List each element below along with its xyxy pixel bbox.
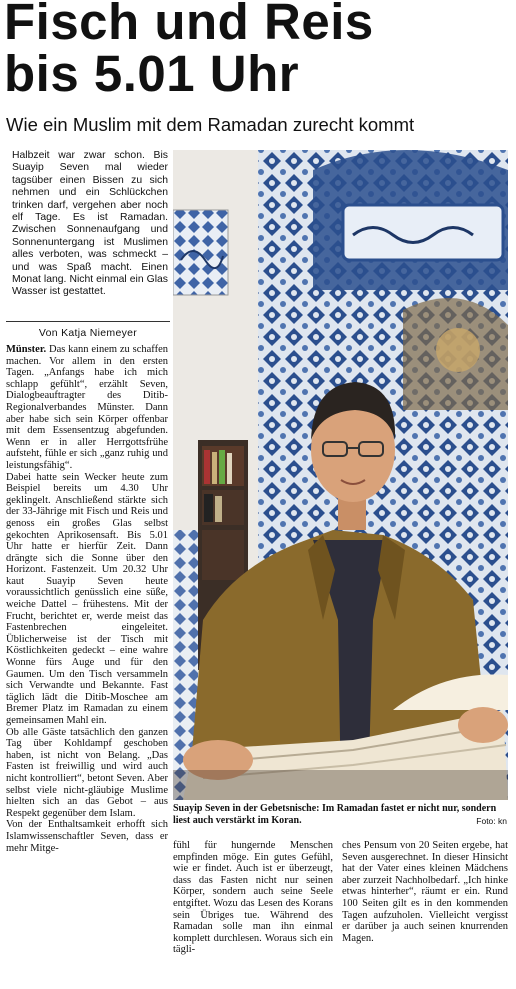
- article-column-2: fühl für hungernde Menschen empfinden möge. Ein gutes Gefühl, wie er findet. Auch ist er überzeugt, dass das Fasten nicht nur seinen Körper, sondern auch seine Seele entgiftet. Wozu das Lesen des Korans sein Übriges tue. Während des Ramadan solle man ihn einmal komplett durchlesen. Woraus sich ein tägli-: [173, 840, 333, 956]
- teaser-paragraph: Halbzeit war zwar schon. Bis Suayip Seven mal wieder tagsüber einen Bissen zu sich nehmen und ein Schlückchen trinken darf, vergehen aber noch elf Tage. Es ist Ramadan. Zwischen Sonnenaufgang und Sonnenuntergang ist Muslimen alles verboten, was schmeckt – und was Spaß macht. Einen Monat lang. Nicht einmal ein Glas Wasser ist gestattet.: [12, 150, 168, 298]
- article-paragraph-1: [6, 344, 168, 472]
- article-paragraph-3: Ob alle Gäste tatsächlich den ganzen Tag über Kohldampf geschoben haben, ist nicht von Belang. „Das Fasten ist freiwillig und wird auch nicht kontrolliert“, betont Seven. Aber selbst viele nicht-gläubige Muslime hielten sich an das Gebot – aus Respekt gegenüber dem Islam.: [6, 726, 168, 819]
- photo-caption: [173, 803, 507, 827]
- headline-line-1: Fisch und Reis: [4, 0, 374, 50]
- byline: Von Katja Niemeyer: [38, 327, 138, 339]
- paragraph-1-text: Das kann einem zu schaffen machen. Vor allem in den ersten Tagen. „Anfangs habe ich mich schlapp gefühlt“, erzählt Seven, Dialogbeauftragter des Ditib-Regionalverbandes Münster. Dann aber habe sich sein Körper offenbar mit dem Essensentzug abgefunden. Wenn er in aller Herrgottsfrühe aufsteht, fühle er sich „ganz ruhig und leistungsfähig“.: [6, 344, 168, 471]
- article-column-1: [6, 344, 168, 854]
- photo-credit: Foto: kn: [476, 816, 507, 826]
- article-photo: [173, 150, 508, 800]
- article-paragraph-2: Dabei hatte sein Wecker heute zum Beispiel bereits um 4.30 Uhr geklingelt. Anschließend stärkte sich der 33-Jährige mit Fisch und Reis und genoss ein großes Glas selbst gekochten Aprikosensaft. Bis 5.01 Uhr hatte er hierfür Zeit. Dann drängte sich die Sonne über den Horizont. Fastenzeit. Um 20.32 Uhr kaut Suayip Seven heute voraussichtlich genüsslich eine süße, weiche Dattel – frühestens. Mit der Frucht, berichtet er, werde meist das Fastenbrechen eingeleitet. Üblicherweise ist der Tisch mit Köstlichkeiten gedeckt – eine wahre Wonne fürs Auge und für den Gaumen. Um den Tisch versammeln sich Verwandte und Bekannte. Fast täglich lädt die Ditib-Moschee am Bremer Platz im Ramadan zu einem gemeinsamen Mahl ein.: [6, 471, 168, 726]
- byline-divider: [6, 321, 170, 322]
- dateline: Münster.: [6, 344, 47, 355]
- article-column-3: ches Pensum von 20 Seiten ergebe, hat Seven ausgerechnet. In dieser Hinsicht hat der Vater eines kleinen Mädchens aber zurzeit Nachholbedarf. „Ich hinke etwas hinterher“, räumt er ein. Rund 100 Seiten gilt es in den kommenden Tagen aufzuholen. Vielleicht vergisst er darüber ja auch seinen knurrenden Magen.: [342, 840, 508, 944]
- caption-text: Suayip Seven in der Gebetsnische: Im Ramadan fastet er nicht nur, sondern liest auch verstärkt im Koran.: [173, 803, 497, 826]
- article-paragraph-4-start: Von der Enthaltsamkeit erhofft sich Islamwissenschaftler Seven, dass er mehr Mitge-: [6, 819, 168, 854]
- headline-line-2: bis 5.01 Uhr: [4, 45, 300, 102]
- subheadline: Wie ein Muslim mit dem Ramadan zurecht kommt: [6, 114, 415, 135]
- photo-illustration: [173, 150, 508, 800]
- headline: [4, 0, 514, 100]
